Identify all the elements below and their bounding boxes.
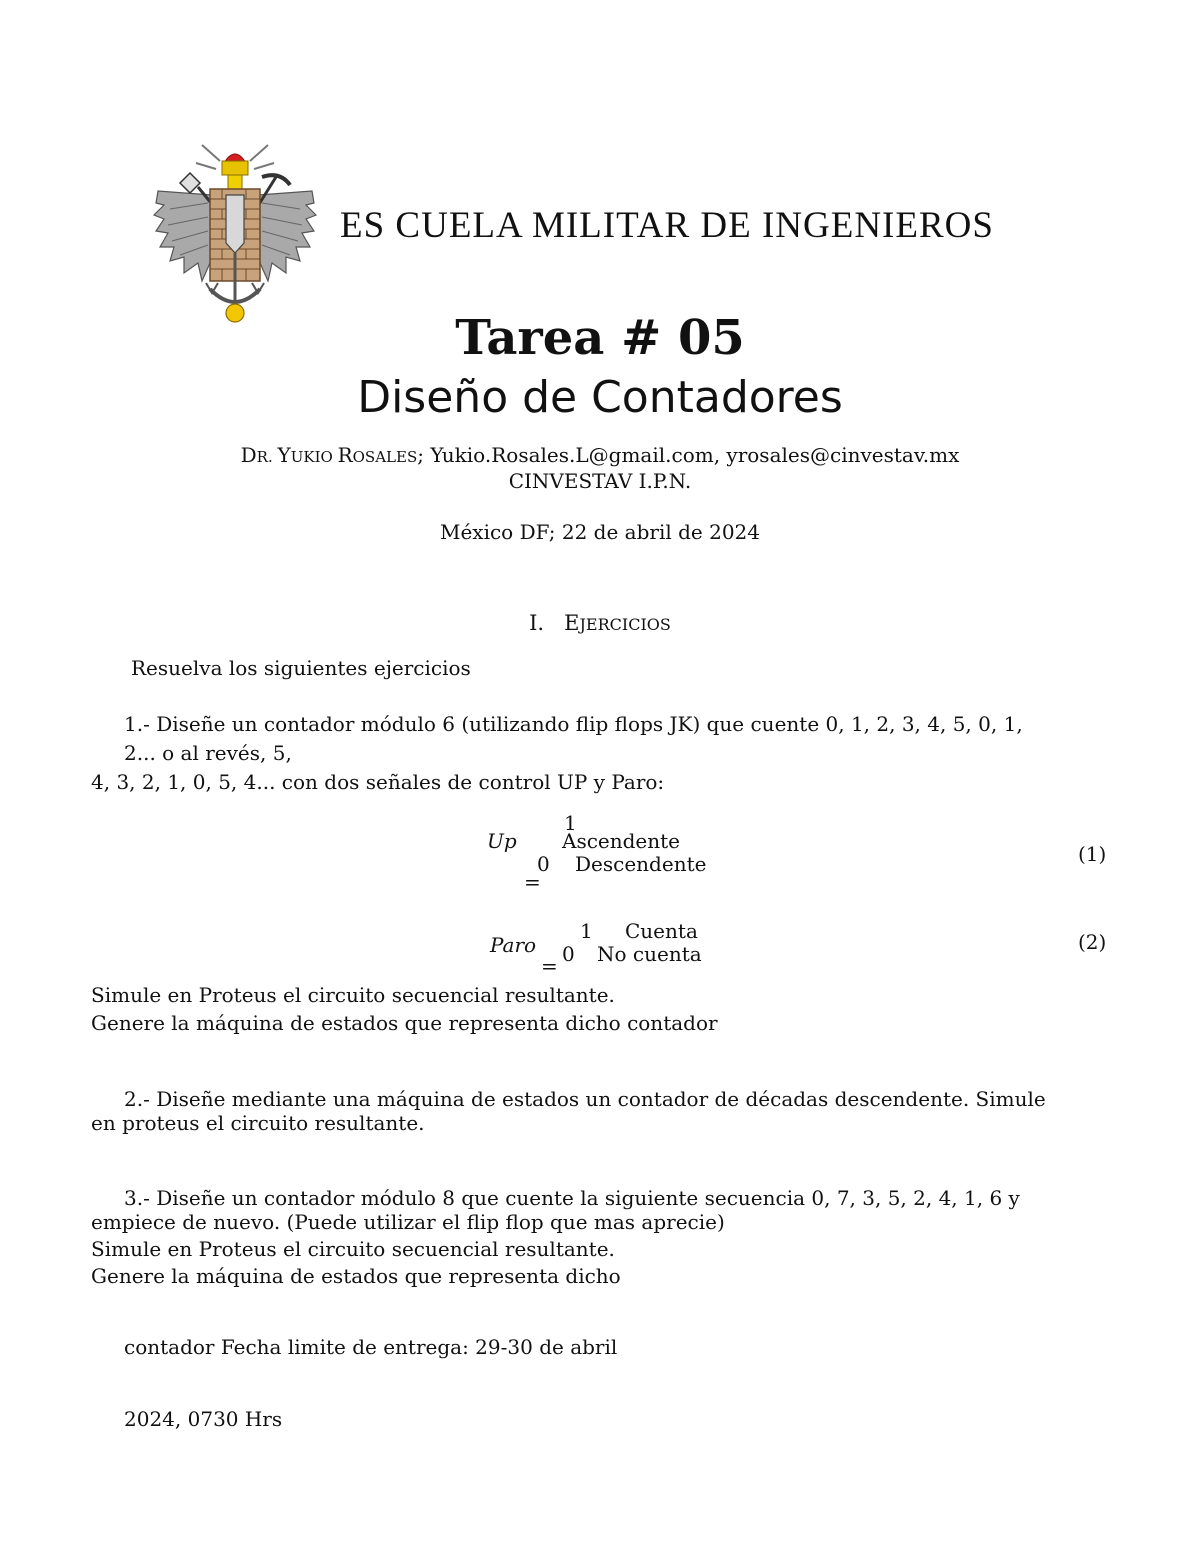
exercise-3-line-2: empiece de nuevo. (Puede utilizar el flip flop que mas aprecie) (91, 1210, 725, 1234)
eq2-equals: = (541, 954, 558, 978)
document-title: Tarea # 05 (455, 310, 745, 366)
exercise-3-simulate: Simule en Proteus el circuito secuencial resultante. (91, 1237, 615, 1261)
eq2-number: (2) (1078, 930, 1107, 954)
deadline-line-2: 2024, 0730 Hrs (124, 1407, 283, 1431)
eq1-number: (1) (1078, 842, 1107, 866)
section-title-rest: JERCICIOS (579, 615, 671, 634)
eq1-equals: = (524, 870, 541, 894)
exercise-1-simulate: Simule en Proteus el circuito secuencial resultante. (91, 983, 615, 1007)
eq1-label-zero: Descendente (575, 852, 707, 876)
exercise-2-line-2: en proteus el circuito resultante. (91, 1111, 425, 1135)
eq1-label-one: Ascendente (562, 829, 681, 853)
exercise-1-state-machine: Genere la máquina de estados que representa dicho contador (91, 1011, 718, 1035)
section-heading (0, 611, 1200, 635)
affiliation: CINVESTAV I.P.N. (508, 469, 692, 493)
eq1-value-one: 1 (564, 811, 577, 835)
section-title-initial: E (564, 611, 580, 635)
eq2-value-zero: 0 (562, 942, 575, 966)
deadline-line-1: contador Fecha limite de entrega: 29-30 de abril (124, 1335, 618, 1359)
exercise-1-line-1: 1.- Diseñe un contador módulo 6 (utilizando flip flops JK) que cuente 0, 1, 2, 3, 4, 5, 0, 1, (124, 712, 1023, 736)
author-lastname-rest: OSALES (352, 448, 418, 466)
exercise-1-line-3: 4, 3, 2, 1, 0, 5, 4... con dos señales de control UP y Paro: (91, 770, 665, 794)
author-dr-initial: D (240, 443, 257, 467)
intro-text: Resuelva los siguientes ejercicios (131, 656, 471, 680)
document-subtitle: Diseño de Contadores (357, 372, 843, 423)
author-contact: ; Yukio.Rosales.L@gmail.com, yrosales@cinvestav.mx (417, 443, 960, 467)
author-line (0, 443, 1200, 467)
exercise-2-line-1: 2.- Diseñe mediante una máquina de estados un contador de décadas descendente. Simule (124, 1087, 1046, 1111)
author-lastname-initial: R (337, 443, 353, 467)
eq2-label-one: Cuenta (625, 919, 698, 943)
eq2-variable: Paro (490, 933, 537, 957)
eq2-value-one: 1 (580, 919, 593, 943)
eq1-variable: Up (487, 829, 517, 853)
exercise-3-line-1: 3.- Diseñe un contador módulo 8 que cuente la siguiente secuencia 0, 7, 3, 5, 2, 4, 1, 6 y (124, 1186, 1020, 1210)
eq2-label-zero: No cuenta (597, 942, 702, 966)
section-number: I. (529, 611, 545, 635)
institution-name: ES CUELA MILITAR DE INGENIEROS (340, 205, 994, 246)
document-date: México DF; 22 de abril de 2024 (439, 520, 761, 544)
school-crest-logo (150, 133, 320, 325)
author-dr-rest: R. (256, 448, 278, 466)
exercise-3-state-machine: Genere la máquina de estados que representa dicho (91, 1264, 621, 1288)
author-firstname-rest: UKIO (290, 448, 338, 466)
exercise-1-line-2: 2... o al revés, 5, (124, 741, 292, 765)
author-firstname-initial: Y (277, 443, 291, 467)
eq1-value-zero: 0 (537, 852, 550, 876)
